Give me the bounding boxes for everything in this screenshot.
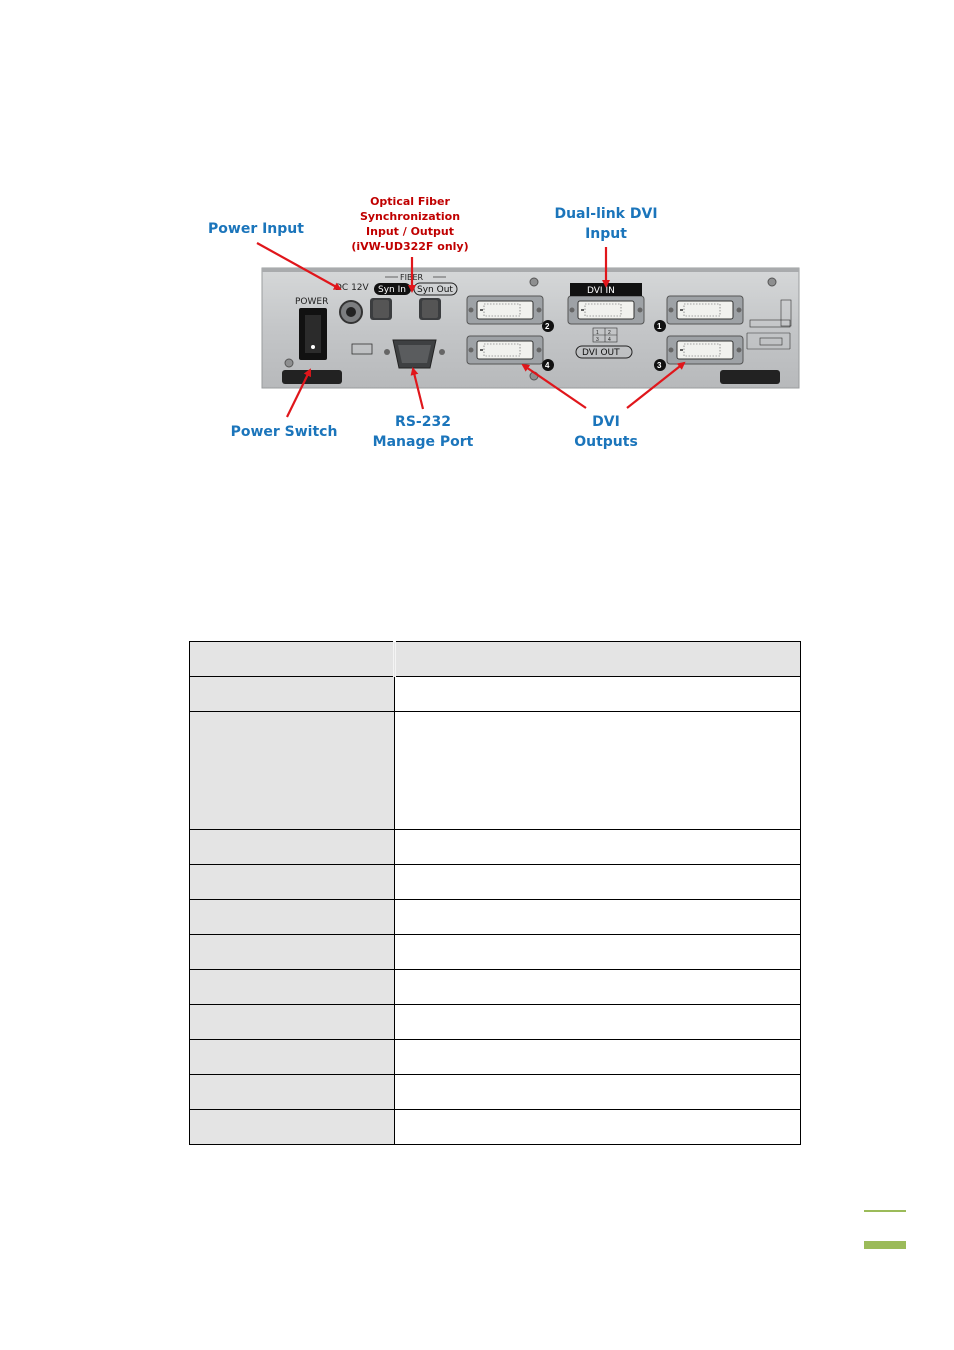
panel-label-dvi-in: DVI IN (587, 286, 615, 296)
table-header-row (190, 642, 801, 677)
table-label-cell (190, 1110, 395, 1145)
table-label-cell (190, 830, 395, 865)
table-row (190, 1075, 801, 1110)
table-label-cell (190, 900, 395, 935)
table-row (190, 677, 801, 712)
table-label-cell (190, 970, 395, 1005)
table-row (190, 935, 801, 970)
callout-dvi-input-line-1: Dual-link DVI (554, 206, 658, 222)
rear-panel-diagram (0, 0, 954, 470)
port-badge-3-text: 3 (657, 361, 662, 370)
callout-dvi-input-line-2: Input (585, 226, 627, 242)
table-label-cell (190, 935, 395, 970)
callout-power-switch (226, 422, 342, 442)
panel-label-power: POWER (295, 297, 329, 307)
callout-power-switch-text: Power Switch (230, 424, 338, 440)
table-row (190, 865, 801, 900)
grid-number-3: 3 (596, 337, 599, 343)
table-label-cell (190, 712, 395, 830)
table-header-cell (395, 642, 801, 677)
table-label-cell (190, 1075, 395, 1110)
table-value-cell (395, 1005, 801, 1040)
dvi-out-2-connector (467, 296, 543, 324)
grid-number-4: 4 (608, 337, 611, 343)
dvi-in-connector (568, 296, 644, 324)
table-row (190, 1005, 801, 1040)
table-label-cell (190, 677, 395, 712)
panel-label-syn-in: Syn In (378, 285, 406, 295)
table-label-cell (190, 1005, 395, 1040)
table-label-cell (190, 865, 395, 900)
rear-panel-figure (0, 0, 954, 470)
dvi-out-3-connector (667, 336, 743, 364)
port-badge-1-text: 1 (657, 322, 662, 331)
panel-label-fiber: FIBER (400, 273, 424, 282)
callout-fiber-line-3: Input / Output (366, 225, 454, 238)
fiber-syn-out-connector (419, 298, 441, 320)
panel-label-syn-out: Syn Out (417, 285, 453, 295)
callout-rs232-line-2: Manage Port (372, 434, 474, 450)
table-row (190, 970, 801, 1005)
table-value-cell (395, 1040, 801, 1075)
table-row (190, 900, 801, 935)
table-value-cell (395, 900, 801, 935)
callout-fiber-line-4: (iVW-UD322F only) (351, 240, 469, 253)
panel-label-dc: DC 12V (335, 283, 369, 293)
table-value-cell (395, 830, 801, 865)
spec-table (189, 641, 801, 1145)
table-value-cell (395, 935, 801, 970)
panel-foot-left (282, 370, 342, 384)
table-value-cell (395, 970, 801, 1005)
table-row (190, 1040, 801, 1075)
panel-foot-right (720, 370, 780, 384)
callout-dvi-outputs (556, 412, 656, 452)
callout-dvi-input (546, 204, 666, 244)
page-marker-bar (864, 1241, 906, 1249)
callout-power-input (205, 219, 307, 239)
callout-rs232-line-1: RS-232 (395, 414, 451, 430)
callout-dvi-outputs-line-2: Outputs (574, 434, 638, 450)
dvi-out-4-connector (467, 336, 543, 364)
table-row (190, 712, 801, 830)
table-label-cell (190, 1040, 395, 1075)
table-value-cell (395, 865, 801, 900)
callout-fiber-line-2: Synchronization (359, 210, 461, 223)
callout-rs232 (368, 412, 478, 452)
table-row (190, 830, 801, 865)
grid-number-2: 2 (608, 330, 611, 336)
dvi-out-1-connector (667, 296, 743, 324)
page-marker-line (864, 1210, 906, 1212)
panel-label-dvi-out: DVI OUT (582, 348, 620, 358)
grid-number-1: 1 (596, 330, 599, 336)
table-value-cell (395, 712, 801, 830)
table-value-cell (395, 677, 801, 712)
fiber-syn-in-connector (370, 298, 392, 320)
port-badge-4-text: 4 (545, 361, 550, 370)
callout-dvi-outputs-line-1: DVI (592, 414, 620, 430)
port-badge-2-text: 2 (545, 322, 550, 331)
table-value-cell (395, 1075, 801, 1110)
callout-fiber (345, 194, 475, 254)
callout-power-input-text: Power Input (208, 221, 304, 237)
callout-fiber-line-1: Optical Fiber (370, 195, 450, 208)
table-value-cell (395, 1110, 801, 1145)
table-row (190, 1110, 801, 1145)
table-header-cell (190, 642, 395, 677)
